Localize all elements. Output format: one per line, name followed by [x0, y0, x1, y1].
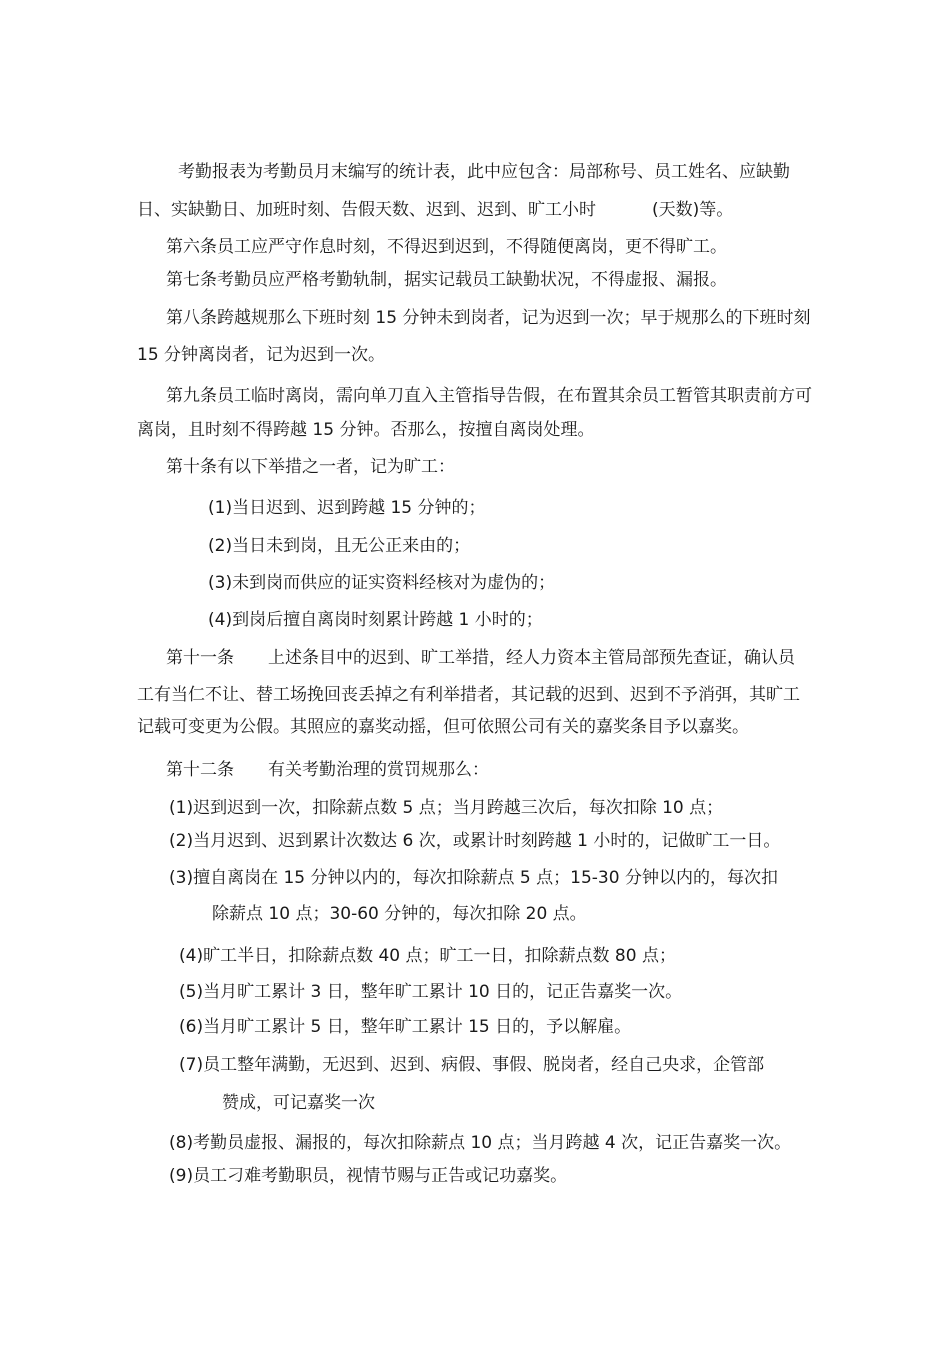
article-12-item: (8)考勤员虚报、漏报的，每次扣除薪点 10 点；当月跨越 4 次，记正告嘉奖一次。: [169, 1133, 792, 1153]
article-9-line-1: 第九条员工临时离岗，需向单刀直入主管指导告假，在布置其余员工暂管其职责前方可: [166, 386, 812, 406]
article-10-item: (1)当日迟到、迟到跨越 15 分钟的；: [208, 498, 486, 518]
article-11-line-2: 工有当仁不让、替工场挽回丧丢掉之有利举措者，其记载的迟到、迟到不予消弭，其旷工: [137, 685, 800, 705]
article-12-heading: 有关考勤治理的赏罚规那么：: [268, 760, 489, 780]
article-11-label: 第十一条: [166, 648, 234, 668]
article-8-line-1: 第八条跨越规那么下班时刻 15 分钟未到岗者，记为迟到一次；早于规那么的下班时刻: [166, 308, 811, 328]
article-12-item: (7)员工整年满勤，无迟到、迟到、病假、事假、脱岗者，经自己央求，企管部: [179, 1055, 765, 1075]
article-12-item: (1)迟到迟到一次，扣除薪点数 5 点；当月跨越三次后，每次扣除 10 点；: [169, 798, 724, 818]
article-12-item: (3)擅自离岗在 15 分钟以内的，每次扣除薪点 5 点；15-30 分钟以内的，每次扣: [169, 868, 778, 888]
article-11-line-1: 上述条目中的迟到、旷工举措，经人力资本主管局部预先查证，确认员: [268, 648, 795, 668]
article-6: 第六条员工应严守作息时刻，不得迟到迟到，不得随便离岗，更不得旷工。: [166, 237, 727, 257]
intro-line-2-tail: (天数)等。: [652, 200, 734, 220]
article-12-item: (9)员工刁难考勤职员，视情节赐与正告或记功嘉奖。: [169, 1166, 568, 1186]
article-12-item-continuation: 赞成，可记嘉奖一次: [222, 1093, 375, 1113]
article-8-line-2: 15 分钟离岗者，记为迟到一次。: [137, 345, 386, 365]
article-12-item: (4)旷工半日，扣除薪点数 40 点；旷工一日，扣除薪点数 80 点；: [179, 946, 676, 966]
article-12-item: (2)当月迟到、迟到累计次数达 6 次，或累计时刻跨越 1 小时的，记做旷工一日。: [169, 831, 781, 851]
article-12-label: 第十二条: [166, 760, 234, 780]
intro-line-1: 考勤报表为考勤员月末编写的统计表，此中应包含：局部称号、员工姓名、应缺勤: [178, 162, 790, 182]
article-12-item: (5)当月旷工累计 3 日，整年旷工累计 10 日的，记正告嘉奖一次。: [179, 982, 683, 1002]
intro-line-2: 日、实缺勤日、加班时刻、告假天数、迟到、迟到、旷工小时: [137, 200, 596, 220]
article-12-item: (6)当月旷工累计 5 日，整年旷工累计 15 日的，予以解雇。: [179, 1017, 632, 1037]
article-11-line-3: 记载可变更为公假。其照应的嘉奖动摇，但可依照公司有关的嘉奖条目予以嘉奖。: [137, 717, 749, 737]
article-10-item: (4)到岗后擅自离岗时刻累计跨越 1 小时的；: [208, 610, 543, 630]
article-10-item: (3)未到岗而供应的证实资料经核对为虚伪的；: [208, 573, 556, 593]
article-10-item: (2)当日未到岗，且无公正来由的；: [208, 536, 471, 556]
article-7: 第七条考勤员应严格考勤轨制，据实记载员工缺勤状况，不得虚报、漏报。: [166, 270, 727, 290]
article-10-heading: 第十条有以下举措之一者，记为旷工：: [166, 457, 455, 477]
article-12-item-continuation: 除薪点 10 点；30-60 分钟的，每次扣除 20 点。: [212, 904, 587, 924]
article-9-line-2: 离岗，且时刻不得跨越 15 分钟。否那么，按擅自离岗处理。: [137, 420, 595, 440]
